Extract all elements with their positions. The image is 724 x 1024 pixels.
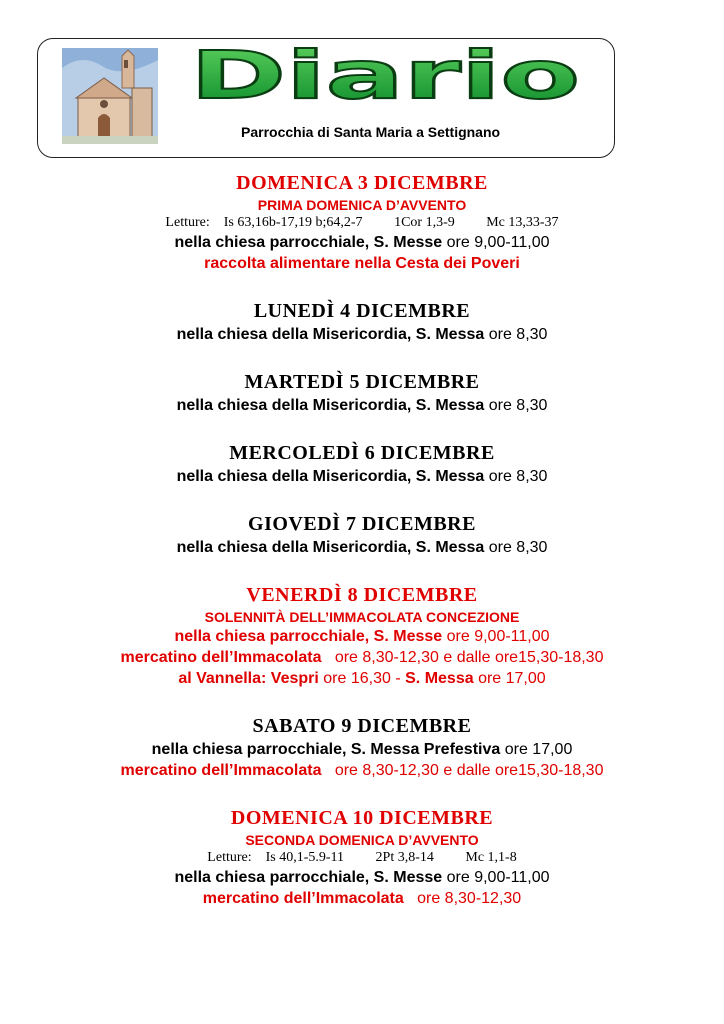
day-title: MARTEDÌ 5 DICEMBRE [244, 371, 480, 393]
event-time: ore 9,00-11,00 [446, 869, 550, 886]
event-line [0, 324, 724, 345]
event-line [0, 760, 724, 781]
event-place: al Vannella: Vespri [178, 670, 319, 687]
event-time: ore 8,30 [488, 539, 548, 556]
event-place: nella chiesa della Misericordia, S. Messa [176, 326, 485, 343]
event-line [0, 537, 724, 558]
event-time: ore 17,00 [478, 670, 546, 687]
event-time: ore 16,30 - [323, 670, 401, 687]
day-block [0, 440, 724, 487]
day-subtitle: PRIMA DOMENICA D’AVVENTO [257, 197, 467, 213]
event-time: ore 17,00 [504, 741, 573, 758]
day-block [0, 713, 724, 781]
schedule [0, 170, 724, 909]
readings-label: Letture: [207, 850, 252, 865]
day-title: DOMENICA 10 DICEMBRE [230, 807, 494, 829]
readings [0, 849, 724, 867]
event-note: raccolta alimentare nella Cesta dei Poveri [204, 255, 520, 272]
reading-3: Mc 1,1-8 [465, 850, 517, 865]
day-title: GIOVEDÌ 7 DICEMBRE [248, 513, 476, 535]
day-title: DOMENICA 3 DICEMBRE [236, 172, 488, 194]
masthead-text: Diario [190, 40, 580, 110]
masthead-title [180, 40, 590, 110]
day-title: LUNEDÌ 4 DICEMBRE [253, 300, 471, 322]
day-title: SABATO 9 DICEMBRE [252, 715, 472, 737]
readings-label: Letture: [165, 215, 210, 230]
event-time: ore 8,30 [488, 468, 548, 485]
event-line [0, 253, 724, 274]
event-time: ore 8,30 [488, 326, 548, 343]
event-line [0, 395, 724, 416]
event-time: ore 8,30-12,30 e dalle ore15,30-18,30 [334, 649, 604, 666]
church-logo [62, 48, 158, 144]
event-place: nella chiesa della Misericordia, S. Messa [176, 468, 485, 485]
event-line [0, 867, 724, 888]
day-title: MERCOLEDÌ 6 DICEMBRE [229, 442, 495, 464]
event-line [0, 626, 724, 647]
readings [0, 214, 724, 232]
event-place: nella chiesa parrocchiale, S. Messe [174, 628, 443, 645]
event-place: nella chiesa della Misericordia, S. Messa [176, 397, 485, 414]
day-block [0, 298, 724, 345]
event-place: mercatino dell’Immacolata [120, 762, 322, 779]
event-place: mercatino dell’Immacolata [202, 890, 404, 907]
day-block [0, 511, 724, 558]
day-block [0, 170, 724, 274]
event-line [0, 739, 724, 760]
event-time: ore 9,00-11,00 [446, 628, 550, 645]
event-place: mercatino dell’Immacolata [120, 649, 322, 666]
event-time: ore 8,30 [488, 397, 548, 414]
event-place: nella chiesa della Misericordia, S. Messa [176, 539, 485, 556]
event-line [0, 668, 724, 689]
event-time: ore 9,00-11,00 [446, 234, 550, 251]
event-line [0, 888, 724, 909]
reading-1: Is 63,16b-17,19 b;64,2-7 [223, 215, 363, 230]
event-line [0, 647, 724, 668]
day-block [0, 805, 724, 909]
event-place: nella chiesa parrocchiale, S. Messe [174, 869, 443, 886]
parish-name: Parrocchia di Santa Maria a Settignano [241, 124, 501, 140]
event-place: nella chiesa parrocchiale, S. Messa Prefestiva [151, 741, 501, 758]
day-subtitle: SOLENNITÀ DELL’IMMACOLATA CONCEZIONE [204, 609, 520, 625]
reading-3: Mc 13,33-37 [486, 215, 559, 230]
event-place: nella chiesa parrocchiale, S. Messe [174, 234, 443, 251]
day-subtitle: SECONDA DOMENICA D’AVVENTO [245, 832, 479, 848]
day-block [0, 582, 724, 689]
reading-2: 1Cor 1,3-9 [394, 215, 455, 230]
day-block [0, 369, 724, 416]
event-time: ore 8,30-12,30 e dalle ore15,30-18,30 [334, 762, 604, 779]
event-line [0, 466, 724, 487]
day-title: VENERDÌ 8 DICEMBRE [246, 584, 478, 606]
event-time: ore 8,30-12,30 [417, 890, 522, 907]
reading-2: 2Pt 3,8-14 [375, 850, 434, 865]
event-line [0, 232, 724, 253]
reading-1: Is 40,1-5.9-11 [265, 850, 345, 865]
event-mass: S. Messa [405, 670, 474, 687]
